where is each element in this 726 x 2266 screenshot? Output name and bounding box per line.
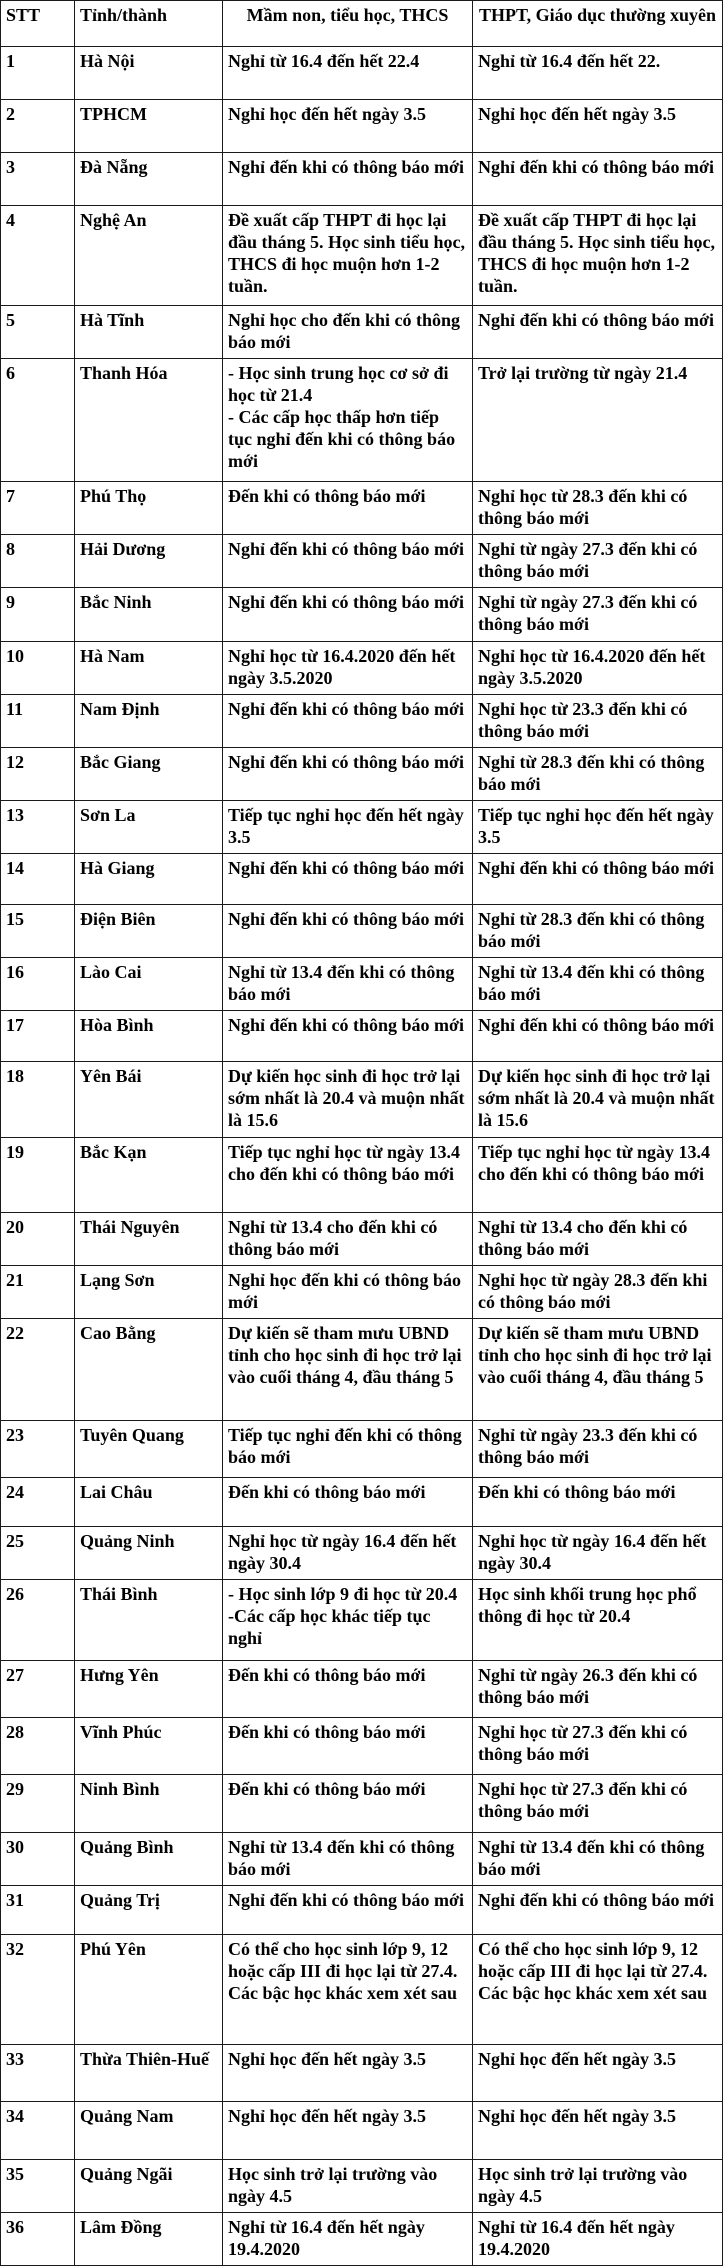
preschool-primary-secondary-status: - Học sinh lớp 9 đi học từ 20.4 -Các cấp học khác tiếp tục nghỉ (223, 1579, 473, 1660)
table-row (1, 2102, 723, 2159)
table-row (1, 153, 723, 206)
table-row (1, 1318, 723, 1420)
province-name: Lâm Đồng (75, 2212, 223, 2265)
row-number: 26 (1, 1579, 75, 1660)
province-name: Nghệ An (75, 206, 223, 306)
province-name: Hà Nội (75, 47, 223, 100)
preschool-primary-secondary-status: Đến khi có thông báo mới (223, 1478, 473, 1527)
high-school-status: Nghỉ từ 13.4 đến khi có thông báo mới (473, 1832, 723, 1885)
row-number: 28 (1, 1717, 75, 1774)
high-school-status: Học sinh trở lại trường vào ngày 4.5 (473, 2159, 723, 2212)
province-name: Hà Giang (75, 853, 223, 904)
high-school-status: Dự kiến sẽ tham mưu UBND tỉnh cho học sinh đi học trở lại vào cuối tháng 4, đầu tháng 5 (473, 1318, 723, 1420)
table-row (1, 853, 723, 904)
row-number: 34 (1, 2102, 75, 2159)
province-name: Hà Nam (75, 641, 223, 694)
high-school-status: Nghỉ học đến hết ngày 3.5 (473, 2102, 723, 2159)
preschool-primary-secondary-status: - Học sinh trung học cơ sở đi học từ 21.4 - Các cấp học thấp hơn tiếp tục nghỉ đến khi có thông báo mới (223, 359, 473, 482)
table-row (1, 359, 723, 482)
table-row (1, 1138, 723, 1212)
high-school-status: Nghỉ học đến hết ngày 3.5 (473, 2044, 723, 2101)
high-school-status: Trở lại trường từ ngày 21.4 (473, 359, 723, 482)
table-row (1, 957, 723, 1010)
preschool-primary-secondary-status: Đến khi có thông báo mới (223, 1660, 473, 1717)
row-number: 31 (1, 1885, 75, 1934)
table-row (1, 641, 723, 694)
row-number: 10 (1, 641, 75, 694)
high-school-status: Nghỉ từ 28.3 đến khi có thông báo mới (473, 747, 723, 800)
preschool-primary-secondary-status: Nghỉ học từ ngày 16.4 đến hết ngày 30.4 (223, 1526, 473, 1579)
table-row (1, 747, 723, 800)
header-stt: STT (1, 1, 75, 47)
table-row (1, 1478, 723, 1527)
province-name: Thái Bình (75, 1579, 223, 1660)
preschool-primary-secondary-status: Nghỉ học đến hết ngày 3.5 (223, 100, 473, 153)
preschool-primary-secondary-status: Nghỉ đến khi có thông báo mới (223, 588, 473, 641)
preschool-primary-secondary-status: Nghỉ từ 16.4 đến hết 22.4 (223, 47, 473, 100)
preschool-primary-secondary-status: Đề xuất cấp THPT đi học lại đầu tháng 5. Học sinh tiểu học, THCS đi học muộn hơn 1-2 tuần. (223, 206, 473, 306)
row-number: 12 (1, 747, 75, 800)
row-number: 15 (1, 904, 75, 957)
row-number: 13 (1, 800, 75, 853)
row-number: 1 (1, 47, 75, 100)
province-name: Hòa Bình (75, 1010, 223, 1061)
table-row (1, 306, 723, 359)
table-header-row (1, 1, 723, 47)
table-row (1, 1265, 723, 1318)
table-row (1, 694, 723, 747)
preschool-primary-secondary-status: Nghỉ học đến hết ngày 3.5 (223, 2044, 473, 2101)
high-school-status: Nghỉ học từ ngày 28.3 đến khi có thông báo mới (473, 1265, 723, 1318)
row-number: 11 (1, 694, 75, 747)
province-name: Thanh Hóa (75, 359, 223, 482)
high-school-status: Đề xuất cấp THPT đi học lại đầu tháng 5. Học sinh tiểu học, THCS đi học muộn hơn 1-2 tuần. (473, 206, 723, 306)
province-name: Hải Dương (75, 535, 223, 588)
high-school-status: Nghỉ học đến hết ngày 3.5 (473, 100, 723, 153)
preschool-primary-secondary-status: Tiếp tục nghỉ học đến hết ngày 3.5 (223, 800, 473, 853)
table-row (1, 535, 723, 588)
row-number: 4 (1, 206, 75, 306)
row-number: 21 (1, 1265, 75, 1318)
province-name: Quảng Bình (75, 1832, 223, 1885)
row-number: 19 (1, 1138, 75, 1212)
table-row (1, 904, 723, 957)
table-row (1, 1420, 723, 1477)
province-name: Lạng Sơn (75, 1265, 223, 1318)
preschool-primary-secondary-status: Nghỉ học đến khi có thông báo mới (223, 1265, 473, 1318)
preschool-primary-secondary-status: Nghỉ đến khi có thông báo mới (223, 1885, 473, 1934)
high-school-status: Nghỉ từ 28.3 đến khi có thông báo mới (473, 904, 723, 957)
preschool-primary-secondary-status: Nghỉ đến khi có thông báo mới (223, 535, 473, 588)
row-number: 2 (1, 100, 75, 153)
preschool-primary-secondary-status: Nghỉ học đến hết ngày 3.5 (223, 2102, 473, 2159)
table-row (1, 1885, 723, 1934)
table-row (1, 2212, 723, 2265)
preschool-primary-secondary-status: Nghỉ đến khi có thông báo mới (223, 153, 473, 206)
high-school-status: Đến khi có thông báo mới (473, 1478, 723, 1527)
high-school-status: Nghỉ đến khi có thông báo mới (473, 1010, 723, 1061)
high-school-status: Nghỉ đến khi có thông báo mới (473, 853, 723, 904)
header-province: Tỉnh/thành (75, 1, 223, 47)
header-preschool-primary-secondary: Mầm non, tiểu học, THCS (223, 1, 473, 47)
preschool-primary-secondary-status: Nghỉ học từ 16.4.2020 đến hết ngày 3.5.2020 (223, 641, 473, 694)
high-school-status: Nghỉ từ 13.4 đến khi có thông báo mới (473, 957, 723, 1010)
preschool-primary-secondary-status: Nghỉ đến khi có thông báo mới (223, 904, 473, 957)
row-number: 7 (1, 482, 75, 535)
high-school-status: Nghỉ đến khi có thông báo mới (473, 306, 723, 359)
table-row (1, 1660, 723, 1717)
row-number: 27 (1, 1660, 75, 1717)
high-school-status: Nghỉ học từ 27.3 đến khi có thông báo mới (473, 1717, 723, 1774)
preschool-primary-secondary-status: Đến khi có thông báo mới (223, 1775, 473, 1832)
row-number: 23 (1, 1420, 75, 1477)
table-row (1, 206, 723, 306)
high-school-status: Nghỉ từ 16.4 đến hết ngày 19.4.2020 (473, 2212, 723, 2265)
preschool-primary-secondary-status: Nghỉ từ 13.4 đến khi có thông báo mới (223, 1832, 473, 1885)
province-name: Lào Cai (75, 957, 223, 1010)
high-school-status: Dự kiến học sinh đi học trở lại sớm nhất là 20.4 và muộn nhất là 15.6 (473, 1061, 723, 1137)
province-name: Yên Bái (75, 1061, 223, 1137)
preschool-primary-secondary-status: Dự kiến học sinh đi học trở lại sớm nhất là 20.4 và muộn nhất là 15.6 (223, 1061, 473, 1137)
table-row (1, 1934, 723, 2044)
high-school-status: Tiếp tục nghỉ học từ ngày 13.4 cho đến khi có thông báo mới (473, 1138, 723, 1212)
row-number: 5 (1, 306, 75, 359)
province-name: TPHCM (75, 100, 223, 153)
high-school-status: Nghỉ từ 16.4 đến hết 22. (473, 47, 723, 100)
row-number: 33 (1, 2044, 75, 2101)
province-name: Thái Nguyên (75, 1212, 223, 1265)
province-name: Vĩnh Phúc (75, 1717, 223, 1774)
table-row (1, 1061, 723, 1137)
table-row (1, 1832, 723, 1885)
province-name: Bắc Giang (75, 747, 223, 800)
province-name: Hà Tĩnh (75, 306, 223, 359)
high-school-status: Tiếp tục nghỉ học đến hết ngày 3.5 (473, 800, 723, 853)
province-name: Tuyên Quang (75, 1420, 223, 1477)
high-school-status: Nghỉ học từ 16.4.2020 đến hết ngày 3.5.2020 (473, 641, 723, 694)
header-high-school-continuing-education: THPT, Giáo dục thường xuyên (473, 1, 723, 47)
high-school-status: Nghỉ từ ngày 26.3 đến khi có thông báo mới (473, 1660, 723, 1717)
province-name: Điện Biên (75, 904, 223, 957)
province-name: Thừa Thiên-Huế (75, 2044, 223, 2101)
high-school-status: Học sinh khối trung học phổ thông đi học từ 20.4 (473, 1579, 723, 1660)
preschool-primary-secondary-status: Đến khi có thông báo mới (223, 482, 473, 535)
province-name: Đà Nẵng (75, 153, 223, 206)
table-row (1, 1579, 723, 1660)
province-name: Bắc Ninh (75, 588, 223, 641)
high-school-status: Nghỉ từ ngày 27.3 đến khi có thông báo mới (473, 588, 723, 641)
high-school-status: Nghỉ học từ 23.3 đến khi có thông báo mới (473, 694, 723, 747)
table-row (1, 2044, 723, 2101)
row-number: 32 (1, 1934, 75, 2044)
preschool-primary-secondary-status: Nghỉ đến khi có thông báo mới (223, 747, 473, 800)
table-row (1, 100, 723, 153)
row-number: 17 (1, 1010, 75, 1061)
province-name: Ninh Bình (75, 1775, 223, 1832)
row-number: 3 (1, 153, 75, 206)
preschool-primary-secondary-status: Nghỉ đến khi có thông báo mới (223, 694, 473, 747)
row-number: 35 (1, 2159, 75, 2212)
preschool-primary-secondary-status: Nghỉ từ 16.4 đến hết ngày 19.4.2020 (223, 2212, 473, 2265)
row-number: 36 (1, 2212, 75, 2265)
table-row (1, 1526, 723, 1579)
province-name: Quảng Nam (75, 2102, 223, 2159)
province-name: Cao Bằng (75, 1318, 223, 1420)
table-row (1, 1212, 723, 1265)
province-name: Bắc Kạn (75, 1138, 223, 1212)
preschool-primary-secondary-status: Tiếp tục nghỉ đến khi có thông báo mới (223, 1420, 473, 1477)
preschool-primary-secondary-status: Nghỉ đến khi có thông báo mới (223, 853, 473, 904)
row-number: 16 (1, 957, 75, 1010)
province-name: Lai Châu (75, 1478, 223, 1527)
province-name: Hưng Yên (75, 1660, 223, 1717)
table-row (1, 588, 723, 641)
high-school-status: Nghỉ đến khi có thông báo mới (473, 1885, 723, 1934)
row-number: 20 (1, 1212, 75, 1265)
table-row (1, 1717, 723, 1774)
preschool-primary-secondary-status: Nghỉ học cho đến khi có thông báo mới (223, 306, 473, 359)
table-row (1, 1775, 723, 1832)
high-school-status: Có thể cho học sinh lớp 9, 12 hoặc cấp III đi học lại từ 27.4. Các bậc học khác xem xét sau (473, 1934, 723, 2044)
row-number: 25 (1, 1526, 75, 1579)
preschool-primary-secondary-status: Có thể cho học sinh lớp 9, 12 hoặc cấp III đi học lại từ 27.4. Các bậc học khác xem xét sau (223, 1934, 473, 2044)
preschool-primary-secondary-status: Dự kiến sẽ tham mưu UBND tỉnh cho học sinh đi học trở lại vào cuối tháng 4, đầu tháng 5 (223, 1318, 473, 1420)
high-school-status: Nghỉ học từ 28.3 đến khi có thông báo mới (473, 482, 723, 535)
province-name: Sơn La (75, 800, 223, 853)
row-number: 14 (1, 853, 75, 904)
high-school-status: Nghỉ từ 13.4 cho đến khi có thông báo mới (473, 1212, 723, 1265)
row-number: 9 (1, 588, 75, 641)
table-row (1, 1010, 723, 1061)
preschool-primary-secondary-status: Đến khi có thông báo mới (223, 1717, 473, 1774)
table-row (1, 2159, 723, 2212)
province-name: Quảng Ninh (75, 1526, 223, 1579)
row-number: 22 (1, 1318, 75, 1420)
high-school-status: Nghỉ học từ 27.3 đến khi có thông báo mới (473, 1775, 723, 1832)
high-school-status: Nghỉ học từ ngày 16.4 đến hết ngày 30.4 (473, 1526, 723, 1579)
province-name: Nam Định (75, 694, 223, 747)
table-row (1, 482, 723, 535)
row-number: 24 (1, 1478, 75, 1527)
high-school-status: Nghỉ đến khi có thông báo mới (473, 153, 723, 206)
preschool-primary-secondary-status: Nghỉ đến khi có thông báo mới (223, 1010, 473, 1061)
table-row (1, 47, 723, 100)
high-school-status: Nghỉ từ ngày 27.3 đến khi có thông báo mới (473, 535, 723, 588)
table-row (1, 800, 723, 853)
row-number: 6 (1, 359, 75, 482)
province-name: Phú Thọ (75, 482, 223, 535)
preschool-primary-secondary-status: Tiếp tục nghỉ học từ ngày 13.4 cho đến khi có thông báo mới (223, 1138, 473, 1212)
row-number: 30 (1, 1832, 75, 1885)
row-number: 8 (1, 535, 75, 588)
preschool-primary-secondary-status: Học sinh trở lại trường vào ngày 4.5 (223, 2159, 473, 2212)
province-name: Quảng Ngãi (75, 2159, 223, 2212)
row-number: 18 (1, 1061, 75, 1137)
table-body (1, 47, 723, 2266)
high-school-status: Nghỉ từ ngày 23.3 đến khi có thông báo mới (473, 1420, 723, 1477)
preschool-primary-secondary-status: Nghỉ từ 13.4 cho đến khi có thông báo mới (223, 1212, 473, 1265)
province-name: Phú Yên (75, 1934, 223, 2044)
row-number: 29 (1, 1775, 75, 1832)
preschool-primary-secondary-status: Nghỉ từ 13.4 đến khi có thông báo mới (223, 957, 473, 1010)
province-name: Quảng Trị (75, 1885, 223, 1934)
